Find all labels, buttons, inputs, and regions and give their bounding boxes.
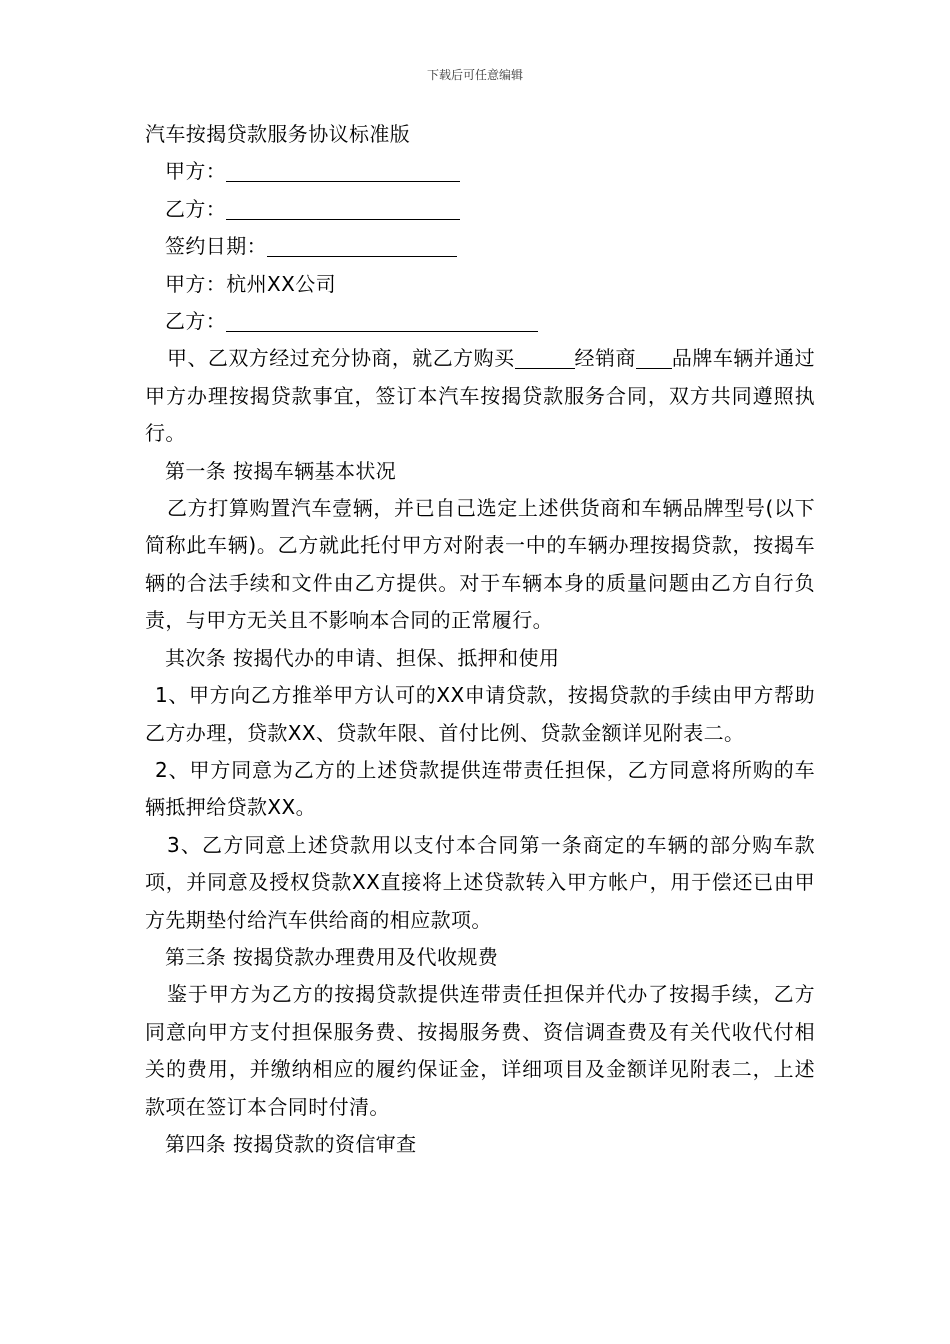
party-b-field — [145, 191, 815, 228]
intro-part-2: 经销商 — [574, 346, 636, 371]
party-a-company: 甲方：杭州XX公司 — [165, 271, 337, 296]
dealer-blank — [515, 346, 575, 369]
party-a-blank — [226, 159, 460, 182]
intro-part-3: 品牌车辆并通过甲方办理按揭贷款事宜，签订本汽车按揭贷款服务合同，双方共同遵照执行。 — [145, 346, 815, 446]
article-1-body: 乙方打算购置汽车壹辆，并已自己选定上述供货商和车辆品牌型号(以下简称此车辆)。乙方就此托付甲方对附表一中的车辆办理按揭贷款，按揭车辆的合法手续和文件由乙方提供。对于车辆本身的质量问题由乙方自行负责，与甲方无关且不影响本合同的正常履行。 — [145, 496, 815, 633]
article-4-heading: 第四条 按揭贷款的资信审查 — [165, 1131, 417, 1156]
party-a-label: 甲方： — [165, 159, 227, 184]
article-3-heading: 第三条 按揭贷款办理费用及代收规费 — [165, 944, 499, 969]
article-2-heading: 其次条 按揭代办的申请、担保、抵押和使用 — [165, 645, 560, 670]
article-2-item-2: 2、甲方同意为乙方的上述贷款提供连带责任担保，乙方同意将所购的车辆抵押给贷款XX。 — [145, 757, 815, 820]
sign-date-label: 签约日期： — [165, 234, 267, 259]
party-a-field — [145, 153, 815, 190]
article-1-heading: 第一条 按揭车辆基本状况 — [165, 458, 397, 483]
party-b-blank-2 — [226, 309, 538, 332]
document-body — [145, 116, 815, 1163]
brand-blank — [636, 346, 672, 369]
article-3-body: 鉴于甲方为乙方的按揭贷款提供连带责任担保并代办了按揭手续，乙方同意向甲方支付担保服务费、按揭服务费、资信调查费及有关代收代付相关的费用，并缴纳相应的履约保证金，详细项目及金额详见附表二，上述款项在签订本合同时付清。 — [145, 982, 815, 1119]
article-2-item-1: 1、甲方向乙方推举甲方认可的XX申请贷款，按揭贷款的手续由甲方帮助乙方办理，贷款XX、贷款年限、首付比例、贷款金额详见附表二。 — [145, 683, 815, 745]
sign-date-blank — [267, 234, 457, 257]
sign-date-field — [145, 228, 815, 265]
page-header-note: 下载后可任意编辑 — [426, 68, 523, 82]
party-b-label-2: 乙方： — [165, 309, 227, 334]
party-b-field-2 — [145, 303, 815, 340]
intro-paragraph — [145, 340, 815, 452]
intro-part-1: 甲、乙双方经过充分协商，就乙方购买 — [167, 346, 515, 371]
article-2-item-3: 3、乙方同意上述贷款用以支付本合同第一条商定的车辆的部分购车款项，并同意及授权贷款XX直接将上述贷款转入甲方帐户，用于偿还已由甲方先期垫付给汽车供给商的相应款项。 — [145, 832, 815, 932]
party-b-blank — [226, 197, 460, 220]
party-b-label: 乙方： — [165, 196, 227, 221]
document-title: 汽车按揭贷款服务协议标准版 — [145, 122, 411, 146]
